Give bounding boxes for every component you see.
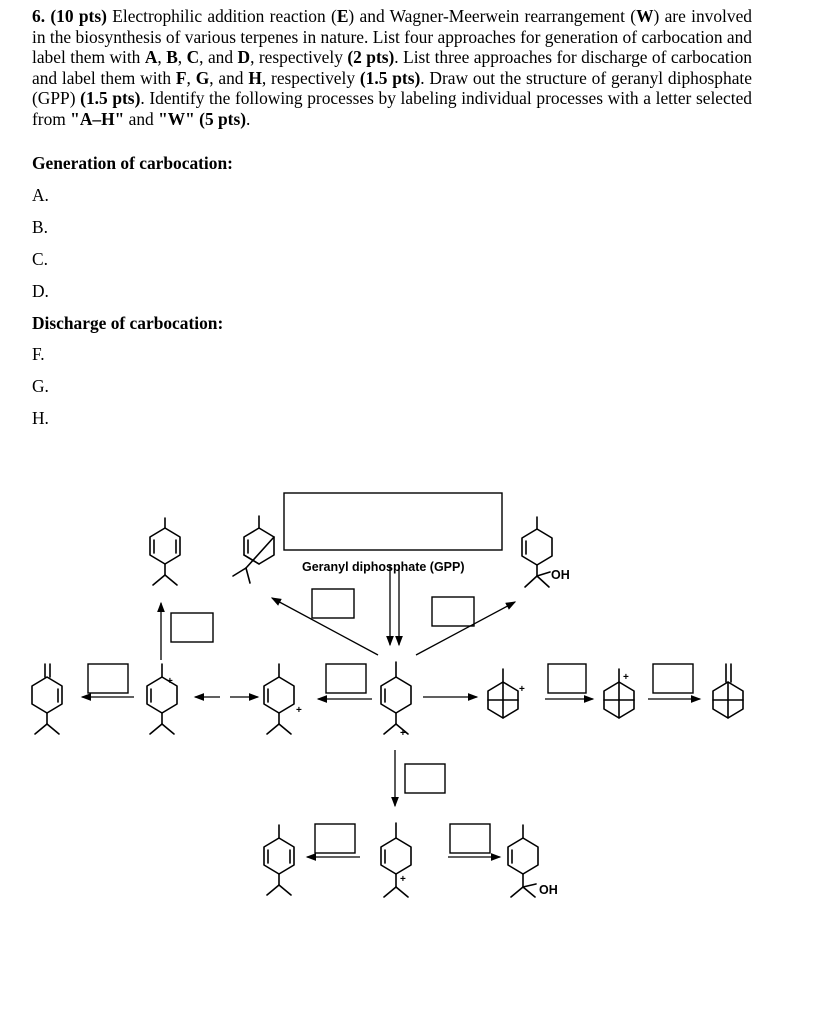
plus-sign: + xyxy=(400,728,406,739)
question-number: 6. xyxy=(32,6,46,26)
discharge-item-h: H. xyxy=(32,408,49,428)
answer-box-2[interactable] xyxy=(312,589,354,618)
plus-sign: + xyxy=(167,676,173,687)
answer-box-7[interactable] xyxy=(653,664,693,693)
q-D: D xyxy=(237,47,251,67)
q-w-quote: "W" xyxy=(158,108,195,129)
generation-heading: Generation of carbocation: xyxy=(32,153,233,173)
plus-sign: + xyxy=(519,684,525,695)
q-pts-id: (5 pts) xyxy=(199,108,247,129)
q-F: F xyxy=(175,67,187,88)
answer-box-5[interactable] xyxy=(326,664,366,693)
molecule-terpinolene xyxy=(32,664,62,734)
generation-item-a: A. xyxy=(32,185,49,205)
q-text-2: ) and Wagner-Meerwein rearrangement ( xyxy=(348,6,637,26)
discharge-heading: Discharge of carbocation: xyxy=(32,313,224,333)
generation-item-b: B. xyxy=(32,217,48,237)
discharge-item-f: F. xyxy=(32,344,45,364)
oh-label-top: OH xyxy=(551,568,570,582)
q-G: G xyxy=(195,67,210,88)
molecule-bicyclic-1 xyxy=(488,669,525,718)
q-A: A xyxy=(144,47,158,67)
molecule-terpinene-bottom xyxy=(264,825,294,895)
molecule-pinene xyxy=(233,516,274,583)
plus-sign: + xyxy=(400,874,406,885)
molecule-terpineol-top xyxy=(522,517,570,587)
q-W: W xyxy=(636,6,654,26)
oh-label-bottom: OH xyxy=(539,883,558,897)
answer-box-10[interactable] xyxy=(450,824,490,853)
q-range: "A–H" xyxy=(70,108,125,129)
answer-box-9[interactable] xyxy=(315,824,355,853)
molecule-cation-bottom xyxy=(381,823,411,897)
q-text-6: , respectively xyxy=(261,67,356,88)
q-text-5: . List three approaches for discharge of carbocation and label them with xyxy=(32,47,752,88)
answer-box-4[interactable] xyxy=(88,664,128,693)
answer-box-8[interactable] xyxy=(405,764,445,793)
plus-sign: + xyxy=(623,672,629,683)
gpp-answer-box[interactable] xyxy=(284,493,502,550)
q-C: C xyxy=(186,47,200,67)
q-text-1: Electrophilic addition reaction ( xyxy=(112,6,337,26)
molecule-bicyclic-alkene xyxy=(713,664,743,718)
q-B: B xyxy=(166,47,178,67)
q-text-3: ) are involved in the biosynthesis of various terpenes in nature. List four approaches for generation of carbocation and label them with xyxy=(32,6,752,67)
molecule-terpineol-bottom xyxy=(508,825,558,897)
molecule-cation-2 xyxy=(264,664,302,734)
q-text-9: and xyxy=(128,108,154,129)
q-text-4: , respectively xyxy=(250,47,343,67)
answer-box-1[interactable] xyxy=(171,613,213,642)
gpp-label: Geranyl diphosphate (GPP) xyxy=(302,560,465,574)
molecule-terpinyl-cation xyxy=(381,662,411,739)
molecule-bicyclic-2 xyxy=(604,669,634,718)
q-text-8: . Identify the following processes by labeling individual processes with a letter selected from xyxy=(32,88,752,129)
q-text-7: . Draw out the structure of geranyl diphosphate (GPP) xyxy=(32,67,752,108)
q-E: E xyxy=(336,6,349,26)
q-pts-gen: (2 pts) xyxy=(347,47,395,67)
discharge-item-g: G. xyxy=(32,376,49,396)
answer-box-3[interactable] xyxy=(432,597,474,626)
q-pts-dis: (1.5 pts) xyxy=(359,67,421,88)
generation-item-d: D. xyxy=(32,281,49,301)
molecule-diene-top xyxy=(150,518,180,585)
q-end: . xyxy=(246,108,251,129)
q-H: H xyxy=(248,67,262,88)
q-pts-gpp: (1.5 pts) xyxy=(80,88,141,108)
question-text: 6. (10 pts) Electrophilic addition reaction (E) and Wagner-Meerwein rearrangement (W) are involved in the biosynthesis of various terpenes in nature. List four approaches for generation of carbocation and label them with A, B, C, and D, respectively (2 pts). List three approaches for discharge of carbocation and label them with F, G, and H, respectively (1.5 pts). Draw out the structure of geranyl diphosphate (GPP) (1.5 pts). Identify the following processes by labeling individual processes with a letter selected from "A–H" and "W" (5 pts). xyxy=(32,6,752,129)
answer-box-6[interactable] xyxy=(548,664,586,693)
generation-item-c: C. xyxy=(32,249,48,269)
plus-sign: + xyxy=(296,705,302,716)
question-points: (10 pts) xyxy=(50,6,107,26)
molecule-cation-1 xyxy=(147,664,177,734)
